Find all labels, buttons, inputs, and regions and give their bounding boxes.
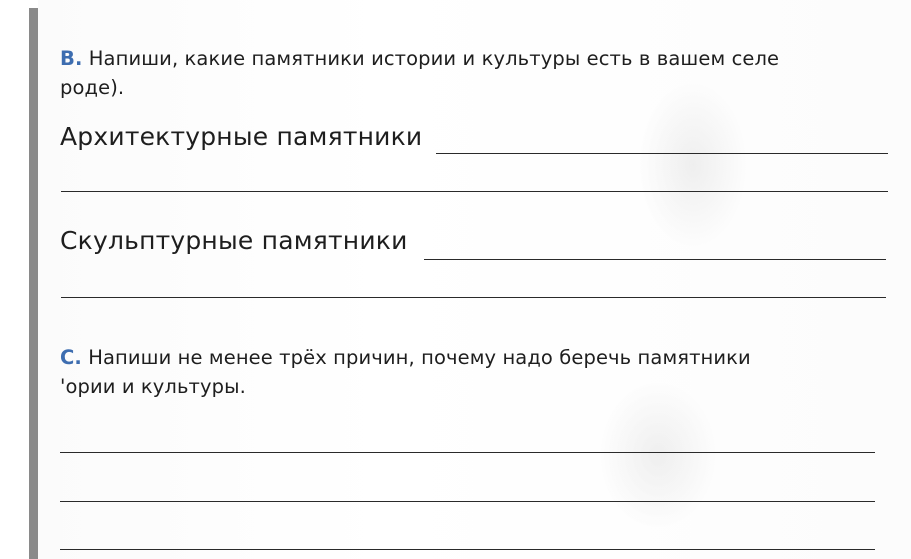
page-margin-bar [29,8,38,559]
sculptural-answer-line-2[interactable] [61,297,886,298]
architectural-monuments-label: Архитектурные памятники [60,122,423,151]
architectural-answer-line-2[interactable] [61,191,888,192]
architectural-answer-line-1[interactable] [436,153,888,154]
task-b-instruction: Напиши, какие памятники истории и культуры есть в вашем селе [88,47,780,70]
task-b-text-line-2 [60,73,124,102]
task-c-letter: С. [60,346,82,369]
task-c-text-line-1 [60,343,751,372]
task-c-text-line-2 [60,372,246,401]
sculptural-monuments-label: Скульптурные памятники [60,226,408,255]
reasons-answer-line-2[interactable] [60,501,875,502]
task-b-instruction-cont: роде). [60,76,125,99]
sculptural-answer-line-1[interactable] [424,259,886,260]
task-b-text-line-1 [60,44,779,73]
reasons-answer-line-3[interactable] [60,549,875,550]
task-c-instruction-cont: 'ории и культуры. [60,375,246,398]
task-b-letter: В. [60,47,83,70]
worksheet-page [38,0,911,559]
reasons-answer-line-1[interactable] [60,452,875,453]
task-c-instruction: Напиши не менее трёх причин, почему надо беречь памятники [88,346,751,369]
